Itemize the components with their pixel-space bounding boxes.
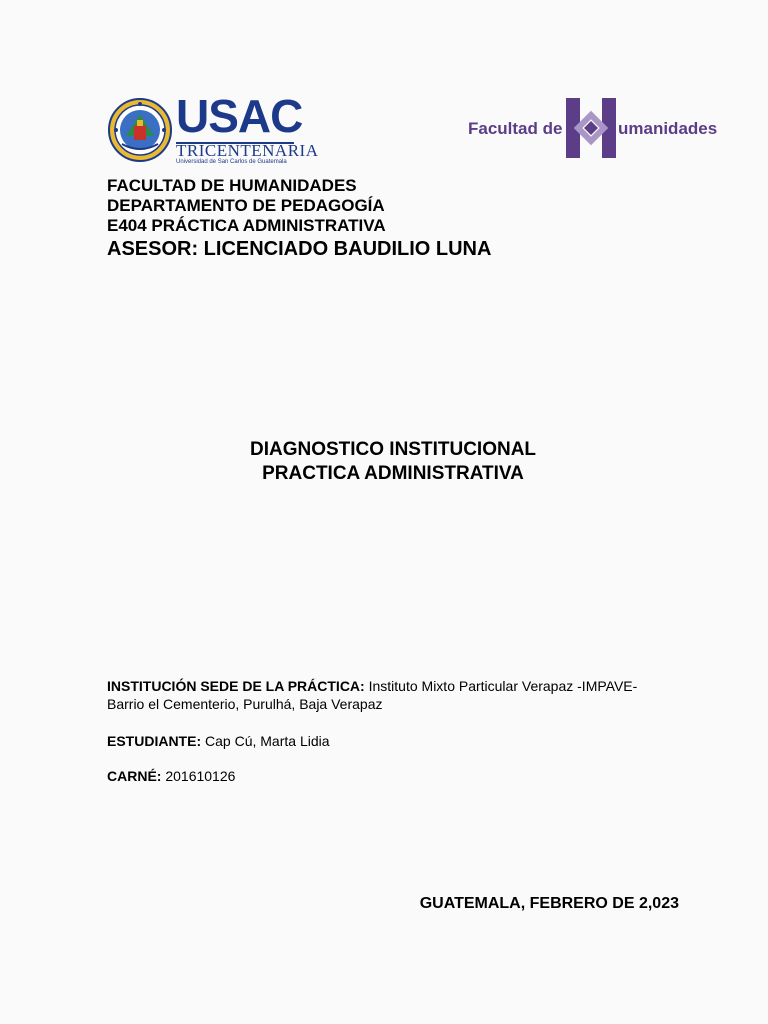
usac-logo xyxy=(108,90,319,168)
faculty-name: FACULTAD DE HUMANIDADES xyxy=(107,176,357,195)
usac-wordmark: USAC xyxy=(176,90,303,142)
institution-value: Instituto Mixto Particular Verapaz -IMPAVE- xyxy=(368,678,638,694)
carne-value: 201610126 xyxy=(165,768,236,784)
advisor-name: ASESOR: LICENCIADO BAUDILIO LUNA xyxy=(107,238,492,260)
usac-seal-icon xyxy=(108,96,172,164)
student-value: Cap Cú, Marta Lidia xyxy=(205,733,330,749)
carne-row xyxy=(107,767,707,785)
document-title xyxy=(0,438,768,486)
institution-label: INSTITUCIÓN SEDE DE LA PRÁCTICA: xyxy=(107,678,365,694)
details-block xyxy=(107,677,707,785)
humanidades-logo-text-left: Facultad de xyxy=(468,119,563,138)
humanidades-logo-text-right: umanidades xyxy=(618,119,718,138)
usac-subtitle: TRICENTENARIA xyxy=(176,141,319,160)
carne-label: CARNÉ: xyxy=(107,768,162,784)
header-block xyxy=(107,176,667,262)
student-row xyxy=(107,732,707,750)
course-name: E404 PRÁCTICA ADMINISTRATIVA xyxy=(107,216,386,235)
department-name: DEPARTAMENTO DE PEDAGOGÍA xyxy=(107,196,385,215)
usac-university-name: Universidad de San Carlos de Guatemala xyxy=(176,159,287,165)
student-label: ESTUDIANTE: xyxy=(107,733,202,749)
institution-address: Barrio el Cementerio, Purulhá, Baja Verapaz xyxy=(107,696,383,712)
institution-row xyxy=(107,677,707,695)
h-monogram-icon xyxy=(564,98,618,158)
humanidades-logo xyxy=(468,96,724,160)
title-line-1: DIAGNOSTICO INSTITUCIONAL xyxy=(249,439,537,460)
title-line-2: PRACTICA ADMINISTRATIVA xyxy=(262,463,524,484)
place-date: GUATEMALA, FEBRERO DE 2,023 xyxy=(419,895,679,912)
